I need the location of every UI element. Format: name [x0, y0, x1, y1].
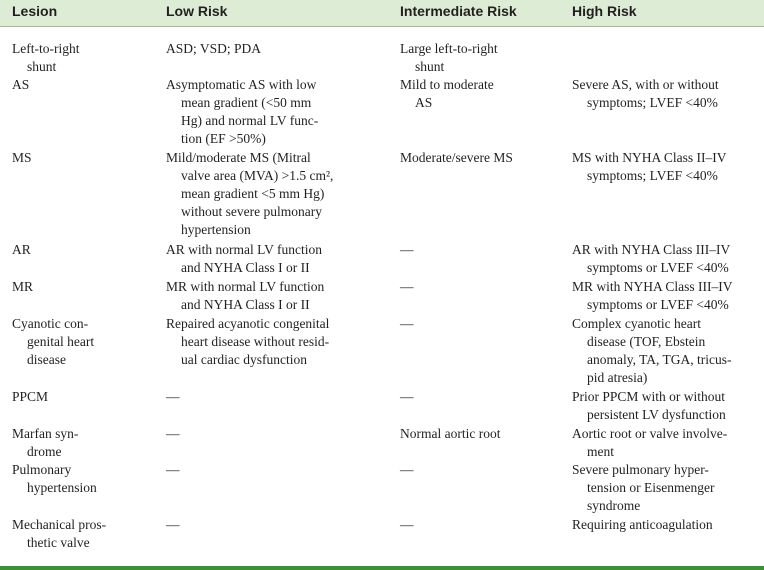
- table-cell-lesion: Pulmonary hypertension: [12, 462, 97, 495]
- table-cell-lesion: Cyanotic con- genital heart disease: [12, 316, 95, 367]
- table-cell-low: —: [166, 426, 180, 441]
- table-cell-intermediate: —: [400, 462, 414, 477]
- table-cell-intermediate: —: [400, 279, 414, 294]
- table-cell-intermediate: —: [400, 242, 414, 257]
- table-cell-high: Aortic root or valve involve- ment: [572, 426, 728, 459]
- table-cell-high: AR with NYHA Class III–IV symptoms or LVEF <40%: [572, 242, 731, 275]
- table-cell-low: Asymptomatic AS with low mean gradient (<50 mm Hg) and normal LV func- tion (EF >50%): [166, 77, 319, 146]
- table-cell-lesion: MR: [12, 279, 34, 294]
- table-cell-lesion: Mechanical pros- thetic valve: [12, 517, 107, 550]
- header-lesion: Lesion: [12, 3, 58, 19]
- table-cell-lesion: MS: [12, 150, 32, 165]
- table-cell-high: Severe pulmonary hyper- tension or Eisenmenger syndrome: [572, 462, 715, 513]
- table-bottom-rule: [0, 566, 764, 570]
- table-cell-low: —: [166, 389, 180, 404]
- table-cell-lesion: AS: [12, 77, 30, 92]
- table-cell-low: —: [166, 462, 180, 477]
- table-cell-high: Complex cyanotic heart disease (TOF, Ebstein anomaly, TA, TGA, tricus- pid atresia): [572, 316, 732, 385]
- table-cell-intermediate: —: [400, 389, 414, 404]
- table-cell-lesion: PPCM: [12, 389, 49, 404]
- table-cell-low: Mild/moderate MS (Mitral valve area (MVA) >1.5 cm², mean gradient <5 mm Hg) without severe pulmonary hypertension: [166, 150, 334, 237]
- table-cell-high: MR with NYHA Class III–IV symptoms or LVEF <40%: [572, 279, 733, 312]
- header-low-risk: Low Risk: [166, 3, 228, 19]
- table-cell-high: MS with NYHA Class II–IV symptoms; LVEF <40%: [572, 150, 727, 183]
- header-high-risk: High Risk: [572, 3, 637, 19]
- table-cell-high: Prior PPCM with or without persistent LV dysfunction: [572, 389, 726, 422]
- table-cell-lesion: Left-to-right shunt: [12, 41, 80, 74]
- table-cell-high: Requiring anticoagulation: [572, 517, 713, 532]
- header-intermediate-risk: Intermediate Risk: [400, 3, 517, 19]
- table-cell-intermediate: Large left-to-right shunt: [400, 41, 498, 74]
- table-cell-low: —: [166, 517, 180, 532]
- table-cell-intermediate: Normal aortic root: [400, 426, 501, 441]
- table-cell-high: Severe AS, with or without symptoms; LVEF <40%: [572, 77, 719, 110]
- table-cell-low: MR with normal LV function and NYHA Class I or II: [166, 279, 325, 312]
- table-cell-low: ASD; VSD; PDA: [166, 41, 262, 56]
- table-cell-low: AR with normal LV function and NYHA Class I or II: [166, 242, 322, 275]
- table-cell-intermediate: Mild to moderate AS: [400, 77, 494, 110]
- table-cell-lesion: Marfan syn- drome: [12, 426, 79, 459]
- table-cell-intermediate: Moderate/severe MS: [400, 150, 513, 165]
- table-cell-low: Repaired acyanotic congenital heart disease without resid- ual cardiac dysfunction: [166, 316, 330, 367]
- table-header-row: [0, 0, 764, 27]
- table-cell-intermediate: —: [400, 517, 414, 532]
- table-cell-lesion: AR: [12, 242, 31, 257]
- table-cell-intermediate: —: [400, 316, 414, 331]
